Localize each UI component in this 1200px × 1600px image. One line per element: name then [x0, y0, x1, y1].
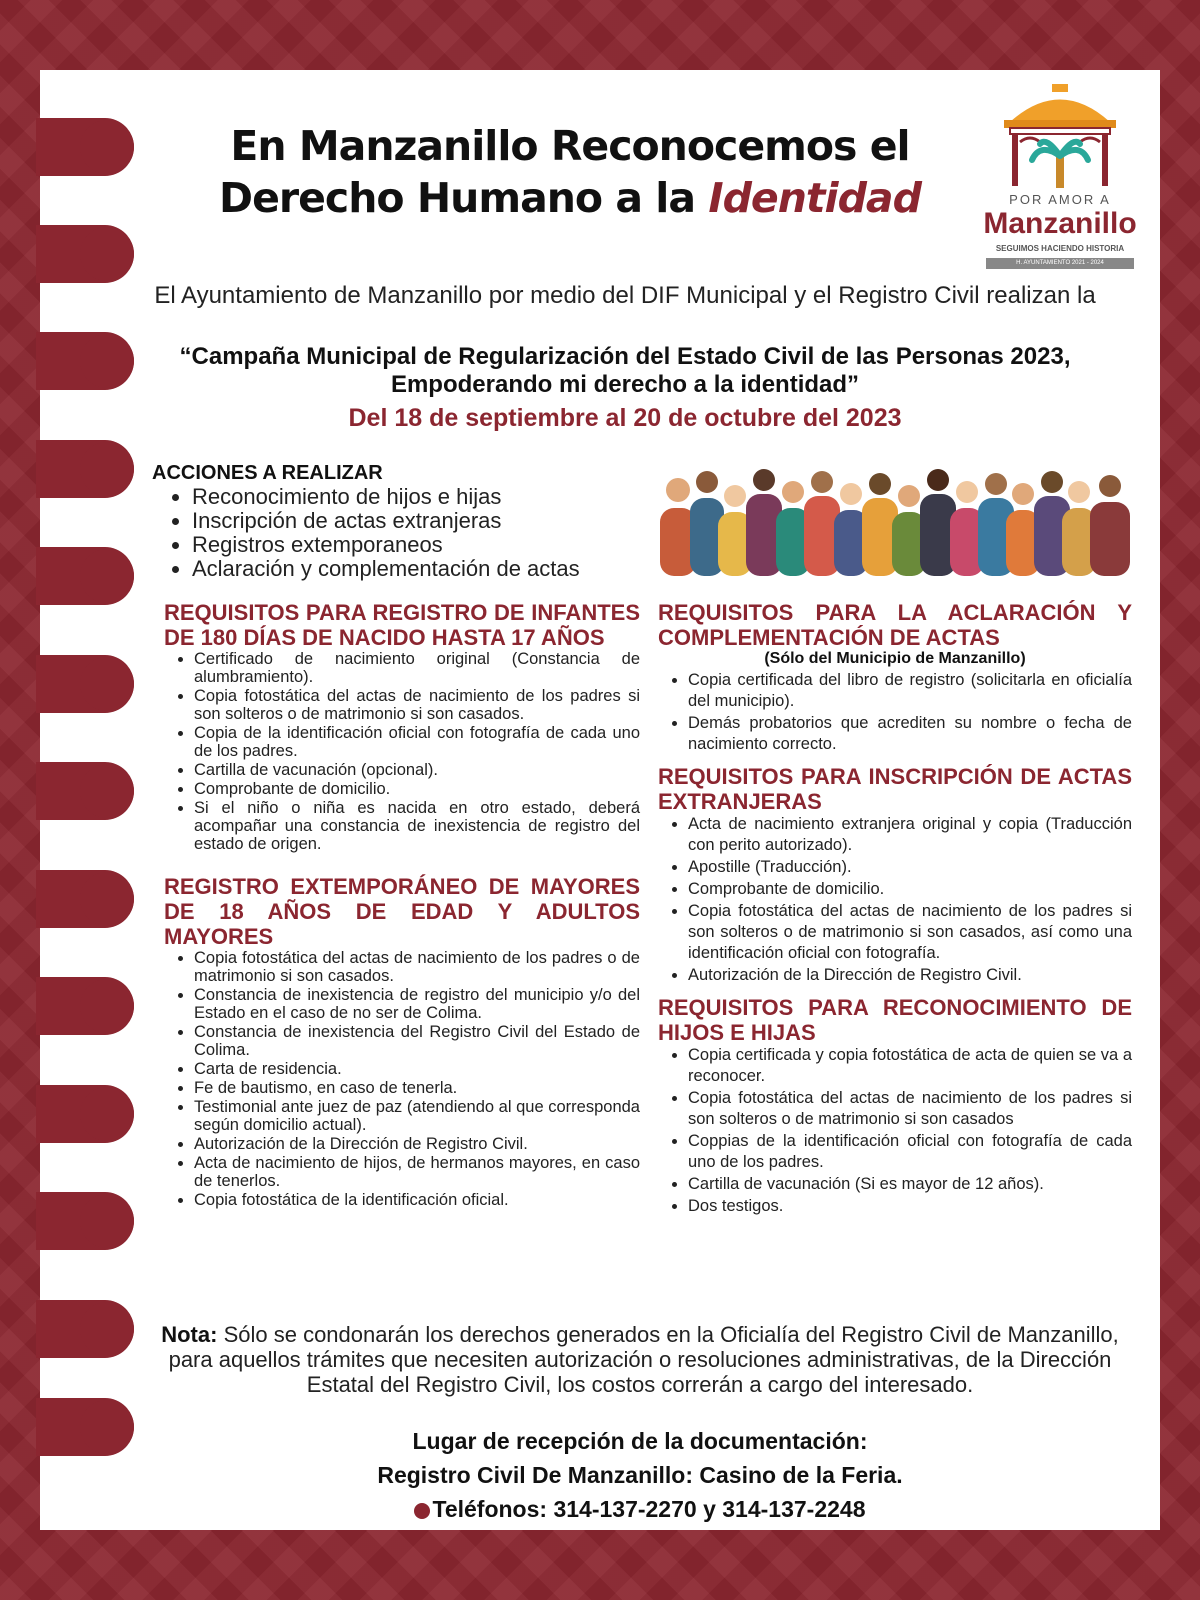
- reconocimiento-title: REQUISITOS PARA RECONOCIMIENTO DE HIJOS E HIJAS: [658, 995, 1132, 1045]
- list-item: • Cartilla de vacunación (Si es mayor de 12 años).: [688, 1174, 1132, 1195]
- manzanillo-logo: [980, 82, 1140, 272]
- binding-ring: [36, 655, 134, 713]
- list-item: • Copia fotostática del actas de nacimiento de los padres si son solteros o de matrimonio si son casados, así como una identificación oficial con fotografía.: [688, 901, 1132, 964]
- note-label: Nota:: [161, 1322, 218, 1347]
- left-column: [164, 600, 640, 1210]
- people-illustration: [660, 468, 1130, 576]
- binding-ring: [36, 440, 134, 498]
- list-item: • Demás probatorios que acrediten su nombre o fecha de nacimiento correcto.: [688, 713, 1132, 755]
- list-item: • Copia fotostática del actas de nacimiento de los padres si son solteros o de matrimonio si son casados: [688, 1088, 1132, 1130]
- campaign-dates: Del 18 de septiembre al 20 de octubre del 2023: [348, 404, 902, 432]
- list-item: • Registros extemporaneos: [192, 533, 652, 557]
- title-highlight: Identidad: [708, 174, 921, 222]
- acciones-list: [192, 485, 652, 581]
- logo-period: H. AYUNTAMIENTO 2021 - 2024: [986, 258, 1134, 269]
- extemporaneo-title: REGISTRO EXTEMPORÁNEO DE MAYORES DE 18 AÑOS DE EDAD Y ADULTOS MAYORES: [164, 874, 640, 949]
- list-item: • Copia fotostática del actas de nacimiento de los padres o de matrimonio si son casados.: [194, 949, 640, 985]
- extemporaneo-list: [194, 949, 640, 1209]
- right-column: [658, 600, 1132, 1218]
- list-item: • Apostille (Traducción).: [688, 857, 1132, 878]
- list-item: • Certificado de nacimiento original (Constancia de alumbramiento).: [194, 650, 640, 686]
- list-item: • Autorización de la Dirección de Registro Civil.: [194, 1135, 640, 1153]
- reconocimiento-list: [688, 1045, 1132, 1217]
- logo-slogan: SEGUIMOS HACIENDO HISTORIA: [995, 244, 1125, 253]
- list-item: • Si el niño o niña es nacida en otro estado, deberá acompañar una constancia de inexistencia de registro del estado de origen.: [194, 799, 640, 853]
- list-item: • Autorización de la Dirección de Registro Civil.: [688, 965, 1132, 986]
- campaign-name: “Campaña Municipal de Regularización del Estado Civil de las Personas 2023, Empoderando mi derecho a la identidad”: [179, 343, 1071, 398]
- list-item: • Dos testigos.: [688, 1196, 1132, 1217]
- acciones-title: ACCIONES A REALIZAR: [152, 462, 383, 484]
- list-item: • Reconocimiento de hijos e hijas: [192, 485, 652, 509]
- title-line-2-prefix: Derecho Humano a la: [219, 174, 696, 222]
- title-line-2: [150, 172, 990, 224]
- binding-ring: [36, 1300, 134, 1358]
- binding-ring: [36, 1085, 134, 1143]
- logo-name: Manzanillo: [983, 207, 1137, 240]
- list-item: • Copia certificada y copia fotostática de acta de quien se va a reconocer.: [688, 1045, 1132, 1087]
- list-item: • Inscripción de actas extranjeras: [192, 509, 652, 533]
- binding-ring: [36, 1398, 134, 1456]
- title-line-1: En Manzanillo Reconocemos el: [230, 122, 910, 170]
- list-item: • Constancia de inexistencia de registro del municipio y/o del Estado en el caso de no ser de Colima.: [194, 986, 640, 1022]
- extranjeras-list: [688, 814, 1132, 986]
- binding-ring: [36, 977, 134, 1035]
- list-item: • Acta de nacimiento extranjera original y copia (Traducción con perito autorizado).: [688, 814, 1132, 856]
- binding-ring: [36, 762, 134, 820]
- intro-text: El Ayuntamiento de Manzanillo por medio del DIF Municipal y el Registro Civil realizan la: [154, 282, 1096, 309]
- infantes-list: [194, 650, 640, 853]
- acciones-section: [152, 462, 652, 581]
- location-place: Registro Civil De Manzanillo: Casino de la Feria.: [377, 1462, 903, 1488]
- kiosk-icon: [980, 82, 1140, 192]
- page-title: [150, 120, 990, 224]
- binding-ring: [36, 332, 134, 390]
- phone-icon: [414, 1503, 430, 1519]
- list-item: • Copia fotostática del actas de nacimiento de los padres si son solteros o de matrimonio si son casados.: [194, 687, 640, 723]
- list-item: • Copia de la identificación oficial con fotografía de cada uno de los padres.: [194, 724, 640, 760]
- list-item: • Fe de bautismo, en caso de tenerla.: [194, 1079, 640, 1097]
- infantes-title: REQUISITOS PARA REGISTRO DE INFANTES DE 180 DÍAS DE NACIDO HASTA 17 AÑOS: [164, 600, 640, 650]
- list-item: • Acta de nacimiento de hijos, de hermanos mayores, en caso de tenerlos.: [194, 1154, 640, 1190]
- binding-ring: [36, 1192, 134, 1250]
- phones-text: Teléfonos: 314-137-2270 y 314-137-2248: [432, 1496, 866, 1522]
- list-item: • Comprobante de domicilio.: [688, 879, 1132, 900]
- binding-ring: [36, 870, 134, 928]
- note-paragraph: [160, 1322, 1120, 1397]
- logo-tagline: POR AMOR A: [1009, 192, 1111, 207]
- list-item: • Comprobante de domicilio.: [194, 780, 640, 798]
- list-item: • Cartilla de vacunación (opcional).: [194, 761, 640, 779]
- list-item: • Copia fotostática de la identificación oficial.: [194, 1191, 640, 1209]
- aclaracion-list: [688, 670, 1132, 755]
- aclaracion-subtitle: (Sólo del Municipio de Manzanillo): [764, 650, 1026, 667]
- list-item: • Aclaración y complementación de actas: [192, 557, 652, 581]
- aclaracion-title: REQUISITOS PARA LA ACLARACIÓN Y COMPLEMENTACIÓN DE ACTAS: [658, 600, 1132, 650]
- location-block: [160, 1424, 1120, 1526]
- extranjeras-title: REQUISITOS PARA INSCRIPCIÓN DE ACTAS EXTRANJERAS: [658, 764, 1132, 814]
- binding-ring: [36, 225, 134, 283]
- list-item: • Constancia de inexistencia del Registro Civil del Estado de Colima.: [194, 1023, 640, 1059]
- phones-line: [160, 1492, 1120, 1526]
- list-item: • Testimonial ante juez de paz (atendiendo al que corresponda según domicilio actual).: [194, 1098, 640, 1134]
- location-title: Lugar de recepción de la documentación:: [412, 1428, 868, 1454]
- list-item: • Copia certificada del libro de registro (solicitarla en oficialía del municipio).: [688, 670, 1132, 712]
- binding-ring: [36, 118, 134, 176]
- list-item: • Carta de residencia.: [194, 1060, 640, 1078]
- binding-ring: [36, 547, 134, 605]
- note-text: Sólo se condonarán los derechos generados en la Oficialía del Registro Civil de Manzanillo, para aquellos trámites que necesiten autorización o resoluciones administrativas, de la Dirección Estatal del Registro Civil, los costos correrán a cargo del interesado.: [168, 1322, 1119, 1397]
- list-item: • Coppias de la identificación oficial con fotografía de cada uno de los padres.: [688, 1131, 1132, 1173]
